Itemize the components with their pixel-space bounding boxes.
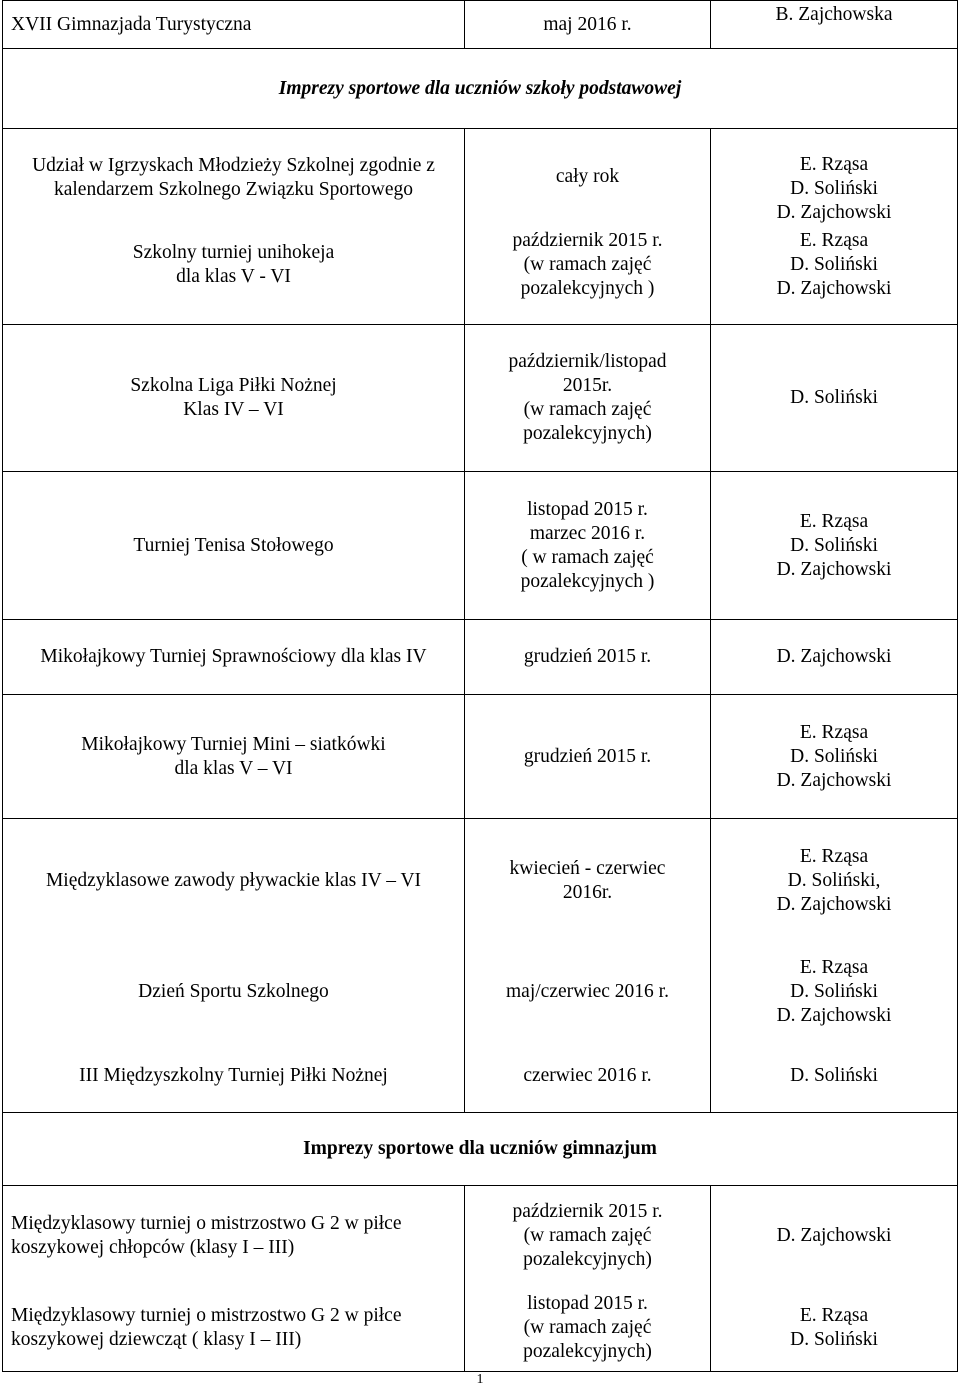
event-name-line: III Międzyszkolny Turniej Piłki Nożnej bbox=[79, 1065, 388, 1087]
table-row bbox=[3, 819, 958, 943]
event-name-line: Udział w Igrzyskach Młodzieży Szkolnej zgodnie z bbox=[32, 154, 435, 176]
event-people bbox=[711, 472, 958, 620]
person-name: D. Zajchowski bbox=[776, 769, 892, 791]
event-date-line: pozalekcyjnych) bbox=[523, 1341, 652, 1363]
event-date-line: (w ramach zajęć bbox=[523, 253, 652, 275]
person-name: D. Zajchowski bbox=[776, 893, 892, 915]
schedule-table bbox=[2, 0, 958, 1372]
table-row bbox=[3, 227, 958, 325]
event-name-line: Klas IV – VI bbox=[183, 399, 284, 420]
event-name bbox=[3, 819, 465, 943]
event-date bbox=[465, 129, 711, 227]
event-people bbox=[711, 943, 958, 1041]
event-date-line: pozalekcyjnych) bbox=[523, 1248, 652, 1270]
table-row bbox=[3, 695, 958, 819]
event-date-line: listopad 2015 r. bbox=[527, 498, 648, 520]
event-date-line: cały rok bbox=[555, 166, 620, 187]
table-row bbox=[3, 620, 958, 695]
event-date bbox=[465, 1186, 711, 1286]
event-date-line: październik/listopad bbox=[508, 351, 667, 372]
person-name: E. Rząsa bbox=[799, 229, 869, 251]
person-name: D. Soliński bbox=[790, 1065, 878, 1087]
person-name: D. Zajchowski bbox=[776, 646, 892, 667]
event-people bbox=[711, 620, 958, 695]
table-row bbox=[3, 472, 958, 620]
event-people bbox=[711, 227, 958, 325]
event-people bbox=[711, 695, 958, 819]
event-date-line: marzec 2016 r. bbox=[529, 522, 646, 544]
table-row bbox=[3, 943, 958, 1041]
event-date bbox=[465, 695, 711, 819]
section-title-row bbox=[3, 49, 958, 129]
person-name: D. Soliński bbox=[790, 253, 878, 275]
event-name bbox=[3, 695, 465, 819]
table-row bbox=[3, 1286, 958, 1372]
event-date-line: (w ramach zajęć bbox=[523, 1317, 652, 1339]
event-date-line: listopad 2015 r. bbox=[527, 1293, 648, 1315]
person-name: E. Rząsa bbox=[799, 510, 869, 532]
event-name bbox=[3, 472, 465, 620]
header-date: maj 2016 r. bbox=[465, 1, 711, 49]
event-date bbox=[465, 819, 711, 943]
event-name-line: Międzyklasowy turniej o mistrzostwo G 2 w piłce bbox=[11, 1305, 402, 1327]
person-name: D. Soliński bbox=[790, 745, 878, 767]
person-name: D. Zajchowski bbox=[776, 202, 892, 223]
person-name: D. Zajchowski bbox=[776, 558, 892, 580]
event-date-line: pozalekcyjnych) bbox=[523, 423, 652, 444]
event-date bbox=[465, 1041, 711, 1113]
header-row bbox=[3, 1, 958, 49]
person-name: D. Soliński bbox=[790, 387, 878, 408]
event-name bbox=[3, 1041, 465, 1113]
event-name bbox=[3, 620, 465, 695]
table-row bbox=[3, 1186, 958, 1286]
event-name-line: Dzień Sportu Szkolnego bbox=[138, 980, 329, 1002]
person-name: E. Rząsa bbox=[799, 154, 869, 175]
event-date-line: pozalekcyjnych ) bbox=[520, 277, 655, 299]
event-people bbox=[711, 1286, 958, 1372]
event-name-line: Mikołajkowy Turniej Mini – siatkówki bbox=[81, 733, 386, 755]
event-name-line: koszykowej chłopców (klasy I – III) bbox=[11, 1236, 295, 1258]
event-name-line: Mikołajkowy Turniej Sprawnościowy dla klas IV bbox=[40, 646, 427, 667]
event-name bbox=[3, 325, 465, 472]
table-row bbox=[3, 1041, 958, 1113]
event-name-line: dla klas V - VI bbox=[176, 265, 291, 287]
person-name: D. Soliński bbox=[790, 534, 878, 556]
person-name: D. Soliński bbox=[790, 178, 878, 199]
person-name: E. Rząsa bbox=[799, 845, 869, 867]
person-name: D. Soliński bbox=[790, 980, 878, 1002]
event-name bbox=[3, 1186, 465, 1286]
event-name-line: Międzyklasowe zawody pływackie klas IV – VI bbox=[45, 869, 422, 891]
event-name bbox=[3, 227, 465, 325]
header-event: XVII Gimnazjada Turystyczna bbox=[3, 1, 465, 49]
person-name: D. Zajchowski bbox=[776, 1224, 892, 1246]
event-name-line: Szkolny turniej unihokeja bbox=[132, 241, 335, 263]
event-date-line: (w ramach zajęć bbox=[523, 399, 652, 420]
event-date bbox=[465, 472, 711, 620]
event-date-line: czerwiec 2016 r. bbox=[523, 1065, 652, 1087]
section-title-primary: Imprezy sportowe dla uczniów szkoły podstawowej bbox=[3, 49, 958, 129]
event-date-line: grudzień 2015 r. bbox=[523, 745, 652, 767]
event-date bbox=[465, 325, 711, 472]
person-name: D. Zajchowski bbox=[776, 1004, 892, 1026]
person-name: D. Soliński, bbox=[787, 869, 881, 891]
page-number: 1 bbox=[476, 1372, 484, 1387]
event-date-line: październik 2015 r. bbox=[512, 1200, 663, 1222]
event-people bbox=[711, 1186, 958, 1286]
person-name: E. Rząsa bbox=[799, 721, 869, 743]
event-people bbox=[711, 129, 958, 227]
event-name-line: dla klas V – VI bbox=[174, 757, 293, 779]
event-name-line: Międzyklasowy turniej o mistrzostwo G 2 w piłce bbox=[11, 1212, 402, 1234]
event-name-line: koszykowej dziewcząt ( klasy I – III) bbox=[11, 1329, 302, 1351]
event-date bbox=[465, 620, 711, 695]
event-date bbox=[465, 1286, 711, 1372]
event-date-line: grudzień 2015 r. bbox=[523, 646, 652, 667]
event-date bbox=[465, 943, 711, 1041]
event-date-line: (w ramach zajęć bbox=[523, 1224, 652, 1246]
event-name-line: kalendarzem Szkolnego Związku Sportowego bbox=[53, 178, 414, 200]
header-person: B. Zajchowska bbox=[711, 1, 958, 49]
event-name bbox=[3, 1286, 465, 1372]
event-date-line: 2016r. bbox=[562, 881, 613, 903]
section-title-row bbox=[3, 1113, 958, 1186]
event-date-line: pozalekcyjnych ) bbox=[520, 570, 655, 592]
event-date-line: 2015r. bbox=[562, 375, 613, 396]
event-name-line: Szkolna Liga Piłki Nożnej bbox=[130, 375, 337, 396]
event-people bbox=[711, 819, 958, 943]
person-name: E. Rząsa bbox=[799, 1305, 869, 1327]
event-people bbox=[711, 1041, 958, 1113]
person-name: D. Zajchowski bbox=[776, 277, 892, 299]
event-name bbox=[3, 129, 465, 227]
event-date-line: październik 2015 r. bbox=[512, 229, 663, 251]
table-row bbox=[3, 325, 958, 472]
event-name-line: Turniej Tenisa Stołowego bbox=[133, 534, 334, 556]
event-date-line: kwiecień - czerwiec bbox=[509, 857, 666, 879]
event-date-line: ( w ramach zajęć bbox=[521, 546, 654, 568]
person-name: D. Soliński bbox=[790, 1329, 878, 1351]
event-name bbox=[3, 943, 465, 1041]
event-people bbox=[711, 325, 958, 472]
event-date-line: maj/czerwiec 2016 r. bbox=[506, 980, 669, 1002]
person-name: E. Rząsa bbox=[799, 956, 869, 978]
table-row bbox=[3, 129, 958, 227]
event-date bbox=[465, 227, 711, 325]
section-title-gimnazjum: Imprezy sportowe dla uczniów gimnazjum bbox=[3, 1113, 958, 1186]
